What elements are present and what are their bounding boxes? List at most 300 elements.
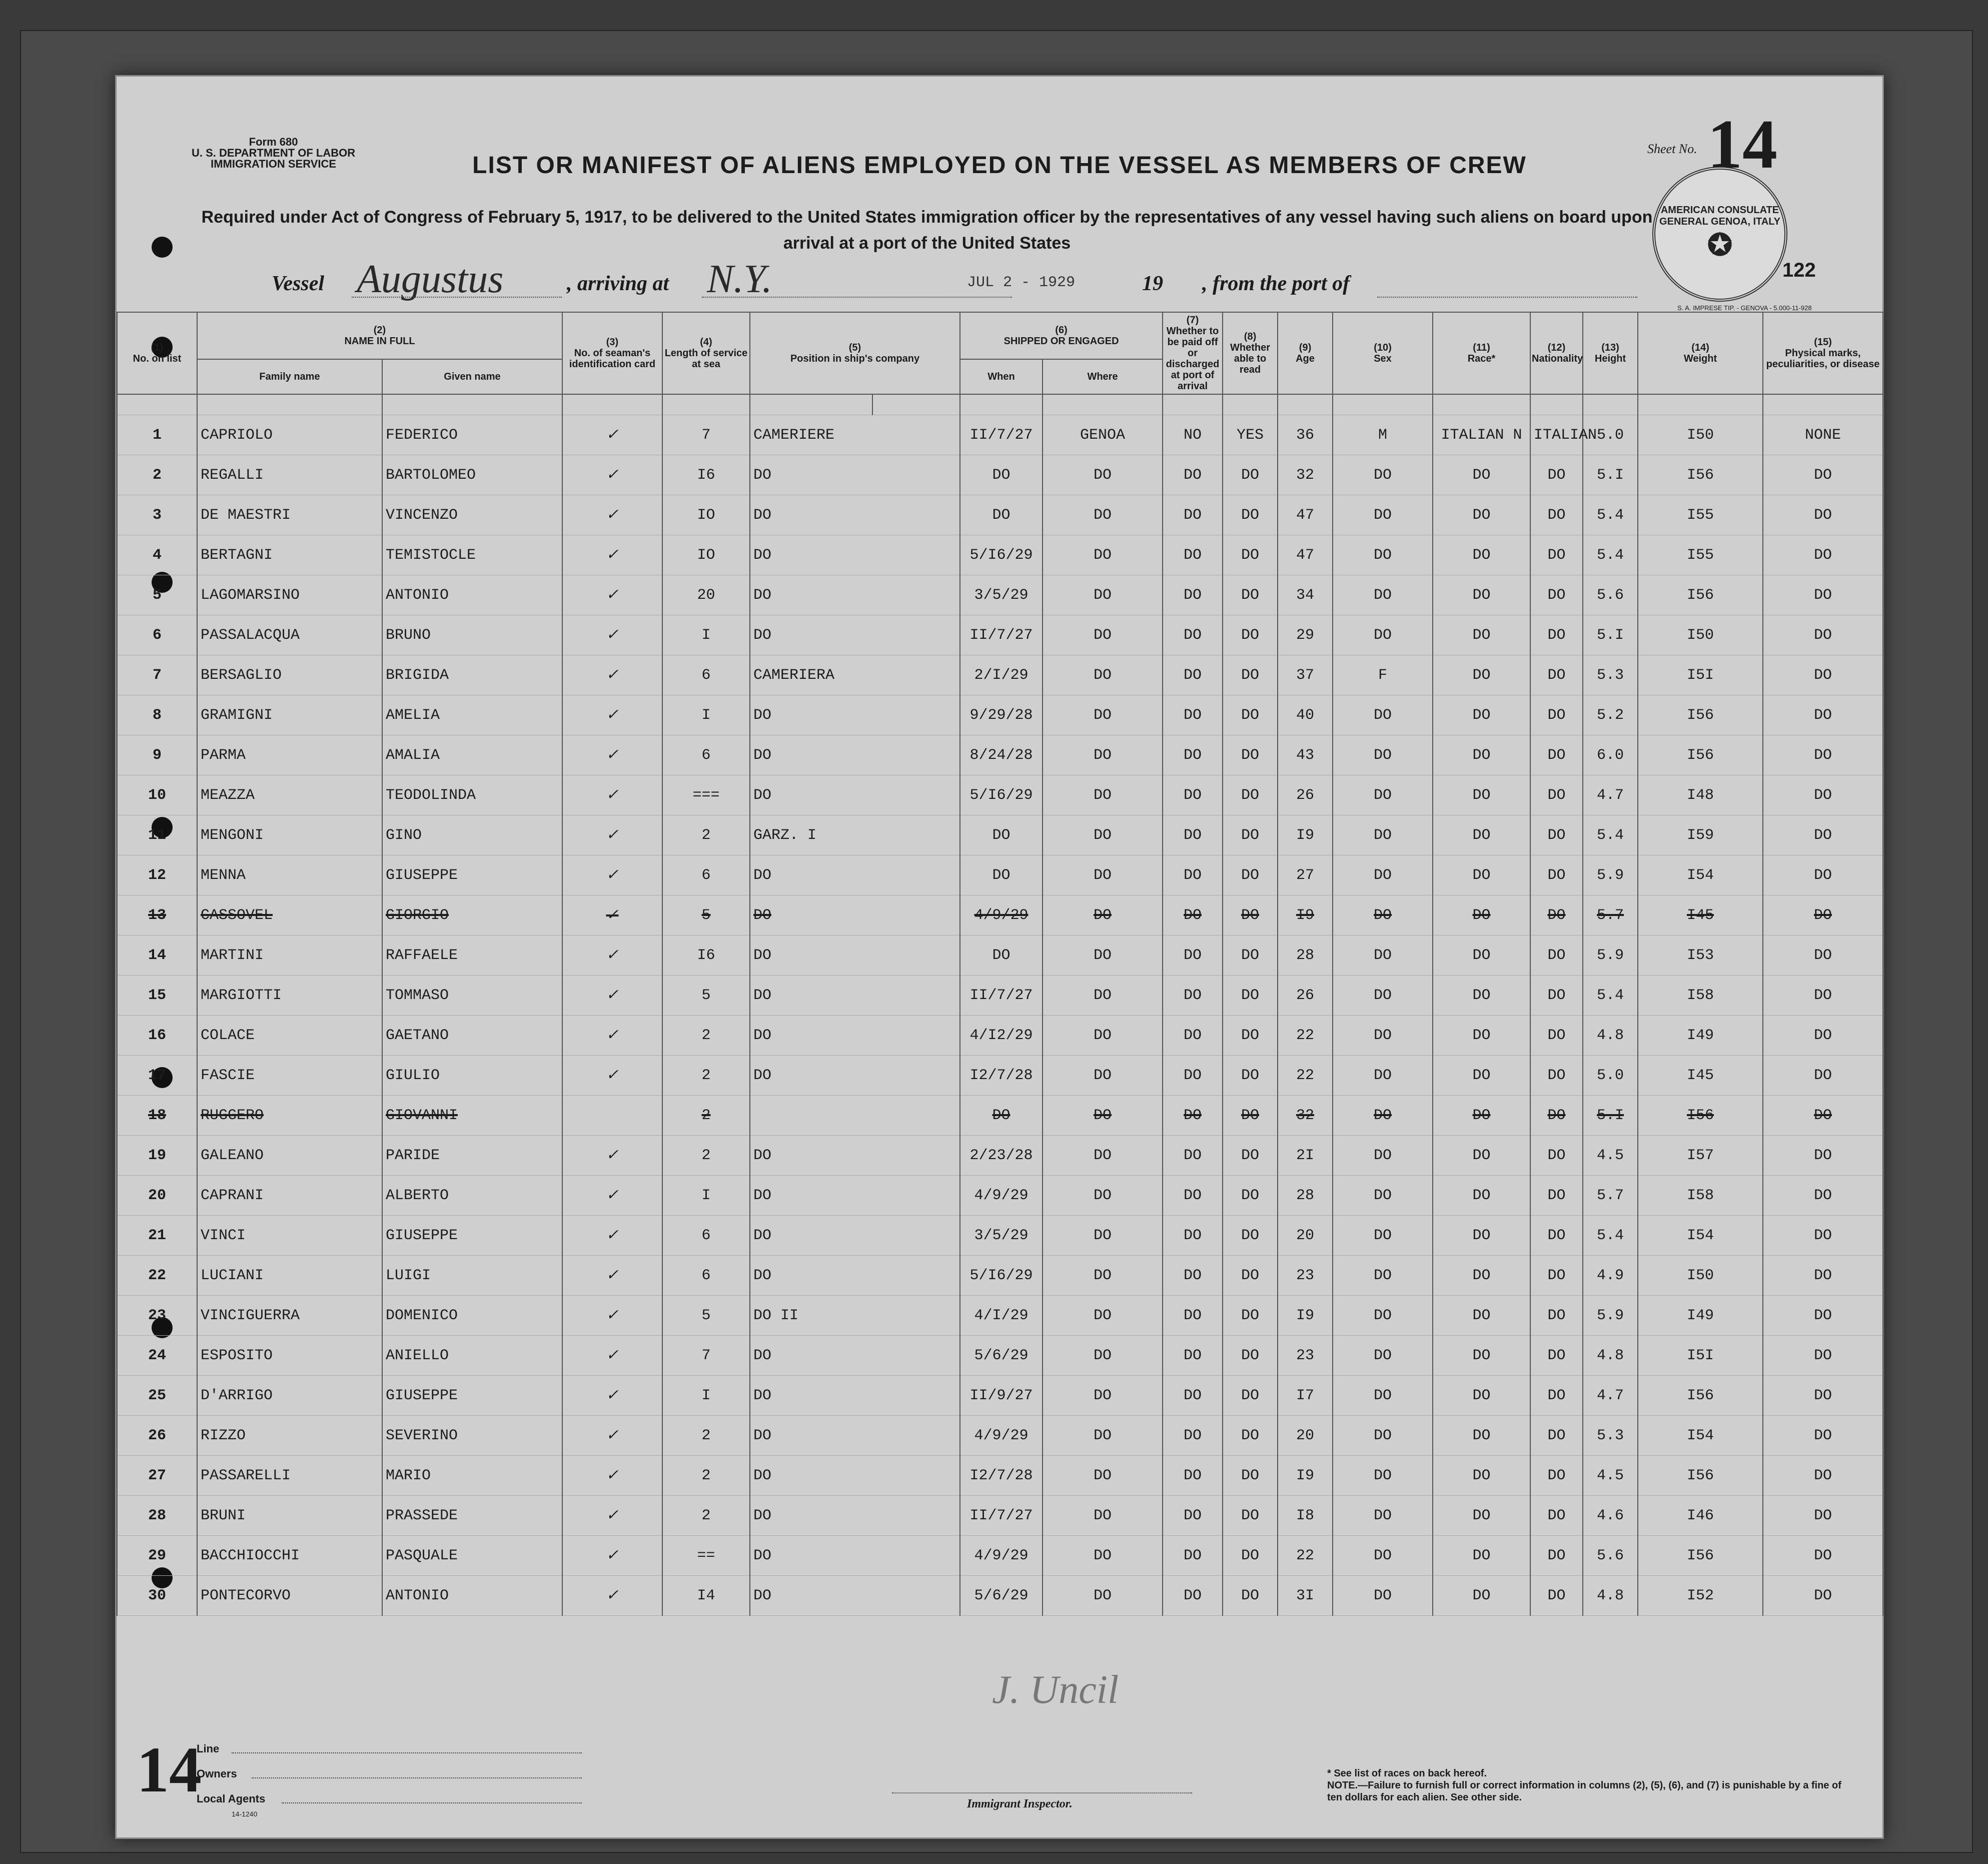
- able-to-read: DO: [1223, 1256, 1278, 1296]
- nationality: ITALIAN: [1530, 415, 1583, 455]
- race: DO: [1433, 895, 1530, 936]
- family-name: RIZZO: [197, 1416, 382, 1456]
- age: 36: [1278, 415, 1333, 455]
- able-to-read: DO: [1223, 615, 1278, 655]
- position: DO: [750, 775, 960, 815]
- id-card-check: ✓: [562, 1016, 662, 1056]
- able-to-read: DO: [1223, 1576, 1278, 1616]
- shipped-when: 2/I/29: [960, 655, 1043, 695]
- row-number: 7: [117, 655, 197, 695]
- age: 22: [1278, 1056, 1333, 1096]
- race: DO: [1433, 1136, 1530, 1176]
- able-to-read: DO: [1223, 655, 1278, 695]
- col-sex-header: (10) Sex: [1333, 312, 1433, 394]
- given-name: FEDERICO: [382, 415, 562, 455]
- shipped-when: 5/I6/29: [960, 535, 1043, 575]
- physical-marks: DO: [1763, 855, 1883, 895]
- crew-rows: [117, 394, 1883, 1616]
- race: ITALIAN N: [1433, 415, 1530, 455]
- length-of-service: 2: [662, 1096, 750, 1136]
- nationality: DO: [1530, 1536, 1583, 1576]
- sex: DO: [1333, 895, 1433, 936]
- race: DO: [1433, 1096, 1530, 1136]
- id-card-check: ✓: [562, 976, 662, 1016]
- height: 5.I: [1583, 615, 1638, 655]
- service-name: IMMIGRATION SERVICE: [211, 158, 337, 170]
- physical-marks: DO: [1763, 1456, 1883, 1496]
- given-name: PARIDE: [382, 1136, 562, 1176]
- id-card-check: ✓: [562, 1176, 662, 1216]
- row-number: 4: [117, 535, 197, 575]
- height: 5.6: [1583, 575, 1638, 615]
- given-name: GIOVANNI: [382, 1096, 562, 1136]
- paid-off: DO: [1163, 1296, 1223, 1336]
- manifest-table: [117, 312, 1883, 1616]
- family-name: GALEANO: [197, 1136, 382, 1176]
- col-age-header: (9) Age: [1278, 312, 1333, 394]
- id-card-check: ✓: [562, 1216, 662, 1256]
- nationality: DO: [1530, 655, 1583, 695]
- race: DO: [1433, 936, 1530, 976]
- form-number: Form 680: [249, 136, 298, 148]
- shipped-when: 4/9/29: [960, 895, 1043, 936]
- physical-marks: NONE: [1763, 415, 1883, 455]
- weight: I48: [1638, 775, 1763, 815]
- shipped-when: DO: [960, 455, 1043, 495]
- nationality: DO: [1530, 1576, 1583, 1616]
- shipped-where: DO: [1043, 695, 1163, 735]
- shipped-where: DO: [1043, 1016, 1163, 1056]
- row-number: 18: [117, 1096, 197, 1136]
- table-row: [117, 1296, 1883, 1336]
- race: DO: [1433, 1456, 1530, 1496]
- family-name: COLACE: [197, 1016, 382, 1056]
- physical-marks: DO: [1763, 815, 1883, 855]
- height: 5.4: [1583, 535, 1638, 575]
- sex: DO: [1333, 1136, 1433, 1176]
- length-of-service: IO: [662, 535, 750, 575]
- id-card-check: ✓: [562, 575, 662, 615]
- weight: I50: [1638, 1256, 1763, 1296]
- race: DO: [1433, 1576, 1530, 1616]
- seal-text: AMERICAN CONSULATE GENERAL GENOA, ITALY: [1659, 205, 1780, 227]
- sex: DO: [1333, 615, 1433, 655]
- form-code: 14-1240: [232, 1810, 258, 1818]
- given-name: GINO: [382, 815, 562, 855]
- height: 5.9: [1583, 855, 1638, 895]
- nationality: DO: [1530, 1056, 1583, 1096]
- row-number: 27: [117, 1456, 197, 1496]
- age: I9: [1278, 1456, 1333, 1496]
- id-card-check: ✓: [562, 855, 662, 895]
- paid-off: DO: [1163, 455, 1223, 495]
- position: DO: [750, 895, 960, 936]
- shipped-when: DO: [960, 495, 1043, 535]
- shipped-when: 4/9/29: [960, 1176, 1043, 1216]
- position: DO: [750, 855, 960, 895]
- sex: DO: [1333, 1176, 1433, 1216]
- given-name-header: Given name: [382, 359, 562, 394]
- physical-marks: DO: [1763, 1016, 1883, 1056]
- arriving-label: , arriving at: [567, 272, 669, 295]
- id-card-check: ✓: [562, 535, 662, 575]
- length-of-service: 2: [662, 1136, 750, 1176]
- table-row: [117, 655, 1883, 695]
- nationality: DO: [1530, 1296, 1583, 1336]
- age: 34: [1278, 575, 1333, 615]
- date-stamp: JUL 2 - 1929: [967, 274, 1076, 291]
- id-card-check: ✓: [562, 415, 662, 455]
- nationality: DO: [1530, 1256, 1583, 1296]
- nationality: DO: [1530, 1136, 1583, 1176]
- shipped-when: 2/23/28: [960, 1136, 1043, 1176]
- table-row: [117, 1216, 1883, 1256]
- nationality: DO: [1530, 1216, 1583, 1256]
- weight: I56: [1638, 735, 1763, 775]
- from-port-label: , from the port of: [1202, 272, 1350, 295]
- paid-off: DO: [1163, 815, 1223, 855]
- able-to-read: DO: [1223, 1416, 1278, 1456]
- owners-label: Owners: [197, 1767, 237, 1780]
- race: DO: [1433, 735, 1530, 775]
- weight: I56: [1638, 1456, 1763, 1496]
- physical-marks: DO: [1763, 1056, 1883, 1096]
- table-row: [117, 1376, 1883, 1416]
- sheet-number: 14: [1707, 106, 1777, 183]
- physical-marks: DO: [1763, 1576, 1883, 1616]
- col-weight-header: (14) Weight: [1638, 312, 1763, 394]
- race: DO: [1433, 1496, 1530, 1536]
- race: DO: [1433, 1536, 1530, 1576]
- position: DO II: [750, 1296, 960, 1336]
- length-of-service: 6: [662, 855, 750, 895]
- shipped-when: 4/I/29: [960, 1296, 1043, 1336]
- sex: DO: [1333, 1376, 1433, 1416]
- shipped-when: 4/9/29: [960, 1536, 1043, 1576]
- physical-marks: DO: [1763, 735, 1883, 775]
- penalty-note: NOTE.—Failure to furnish full or correct information in columns (2), (5), (6), and (7) is punishable by a fine of ten dollars for each alien. See other side.: [1327, 1780, 1841, 1803]
- age: 47: [1278, 495, 1333, 535]
- age: I9: [1278, 1296, 1333, 1336]
- length-of-service: 2: [662, 815, 750, 855]
- shipped-when: II/7/27: [960, 976, 1043, 1016]
- id-card-check: ✓: [562, 1336, 662, 1376]
- age: 32: [1278, 1096, 1333, 1136]
- race: DO: [1433, 855, 1530, 895]
- age: 20: [1278, 1416, 1333, 1456]
- id-card-check: ✓: [562, 1456, 662, 1496]
- row-number: 29: [117, 1536, 197, 1576]
- family-name: MENNA: [197, 855, 382, 895]
- position: DO: [750, 695, 960, 735]
- shipped-when: II/7/27: [960, 615, 1043, 655]
- length-of-service: I: [662, 1176, 750, 1216]
- able-to-read: DO: [1223, 1456, 1278, 1496]
- physical-marks: DO: [1763, 655, 1883, 695]
- footer-sheet-number: 14: [137, 1734, 202, 1806]
- id-card-check: ✓: [562, 1496, 662, 1536]
- row-number: 23: [117, 1296, 197, 1336]
- weight: I54: [1638, 1416, 1763, 1456]
- shipped-where: DO: [1043, 775, 1163, 815]
- able-to-read: DO: [1223, 936, 1278, 976]
- height: 4.9: [1583, 1256, 1638, 1296]
- able-to-read: DO: [1223, 775, 1278, 815]
- row-number: 24: [117, 1336, 197, 1376]
- table-row: [117, 936, 1883, 976]
- nationality: DO: [1530, 495, 1583, 535]
- sex: DO: [1333, 455, 1433, 495]
- physical-marks: DO: [1763, 535, 1883, 575]
- sex: DO: [1333, 1576, 1433, 1616]
- table-row: [117, 455, 1883, 495]
- family-name: PASSALACQUA: [197, 615, 382, 655]
- shipped-where: DO: [1043, 1136, 1163, 1176]
- id-card-check: ✓: [562, 495, 662, 535]
- given-name: ANTONIO: [382, 1576, 562, 1616]
- sex: DO: [1333, 535, 1433, 575]
- given-name: AMALIA: [382, 735, 562, 775]
- physical-marks: DO: [1763, 1256, 1883, 1296]
- sex: DO: [1333, 735, 1433, 775]
- paid-off: DO: [1163, 1416, 1223, 1456]
- length-of-service: 5: [662, 976, 750, 1016]
- table-row: [117, 775, 1883, 815]
- given-name: TEMISTOCLE: [382, 535, 562, 575]
- table-row: [117, 1056, 1883, 1096]
- height: 4.8: [1583, 1336, 1638, 1376]
- sex: DO: [1333, 815, 1433, 855]
- nationality: DO: [1530, 775, 1583, 815]
- position: DO: [750, 1256, 960, 1296]
- sex: DO: [1333, 936, 1433, 976]
- race: DO: [1433, 655, 1530, 695]
- age: 23: [1278, 1336, 1333, 1376]
- nationality: DO: [1530, 1416, 1583, 1456]
- weight: I58: [1638, 1176, 1763, 1216]
- height: 5.7: [1583, 895, 1638, 936]
- sex: DO: [1333, 1216, 1433, 1256]
- sex: DO: [1333, 855, 1433, 895]
- shipped-where: DO: [1043, 455, 1163, 495]
- paid-off: DO: [1163, 775, 1223, 815]
- id-card-check: ✓: [562, 1136, 662, 1176]
- able-to-read: DO: [1223, 695, 1278, 735]
- shipped-where: DO: [1043, 735, 1163, 775]
- height: 5.4: [1583, 815, 1638, 855]
- id-card-check: [562, 1096, 662, 1136]
- able-to-read: DO: [1223, 1096, 1278, 1136]
- able-to-read: YES: [1223, 415, 1278, 455]
- physical-marks: DO: [1763, 1536, 1883, 1576]
- age: 2I: [1278, 1136, 1333, 1176]
- family-name: LUCIANI: [197, 1256, 382, 1296]
- shipped-where: DO: [1043, 1576, 1163, 1616]
- position: DO: [750, 535, 960, 575]
- sex: DO: [1333, 495, 1433, 535]
- family-name: FASCIE: [197, 1056, 382, 1096]
- given-name: ANTONIO: [382, 575, 562, 615]
- row-number: 17: [117, 1056, 197, 1096]
- row-number: 13: [117, 895, 197, 936]
- race: DO: [1433, 775, 1530, 815]
- table-row: [117, 1496, 1883, 1536]
- row-number: 16: [117, 1016, 197, 1056]
- row-number: 25: [117, 1376, 197, 1416]
- paid-off: DO: [1163, 936, 1223, 976]
- given-name: AMELIA: [382, 695, 562, 735]
- sex: DO: [1333, 1016, 1433, 1056]
- race: DO: [1433, 976, 1530, 1016]
- length-of-service: 6: [662, 1216, 750, 1256]
- age: 28: [1278, 1176, 1333, 1216]
- paid-off: DO: [1163, 1536, 1223, 1576]
- position: DO: [750, 735, 960, 775]
- paid-off: DO: [1163, 855, 1223, 895]
- line-label: Line: [197, 1742, 220, 1755]
- sex: DO: [1333, 1336, 1433, 1376]
- family-name-header: Family name: [197, 359, 382, 394]
- height: 5.0: [1583, 1056, 1638, 1096]
- sex: DO: [1333, 1416, 1433, 1456]
- position: DO: [750, 976, 960, 1016]
- paid-off: DO: [1163, 1056, 1223, 1096]
- position: DO: [750, 1336, 960, 1376]
- given-name: MARIO: [382, 1456, 562, 1496]
- shipped-where: GENOA: [1043, 415, 1163, 455]
- id-card-check: ✓: [562, 695, 662, 735]
- race: DO: [1433, 495, 1530, 535]
- able-to-read: DO: [1223, 895, 1278, 936]
- physical-marks: DO: [1763, 1136, 1883, 1176]
- race-note: * See list of races on back hereof.: [1327, 1768, 1487, 1779]
- age: 23: [1278, 1256, 1333, 1296]
- able-to-read: DO: [1223, 1176, 1278, 1216]
- printer-line: S. A. IMPRESE TIP. - GENOVA - 5.000-11-928: [1677, 304, 1812, 312]
- family-name: CASSOVEL: [197, 895, 382, 936]
- able-to-read: DO: [1223, 1536, 1278, 1576]
- shipped-where: DO: [1043, 1536, 1163, 1576]
- given-name: BRUNO: [382, 615, 562, 655]
- id-card-check: ✓: [562, 735, 662, 775]
- row-number: 9: [117, 735, 197, 775]
- row-number: 21: [117, 1216, 197, 1256]
- vessel-label: Vessel: [272, 272, 324, 295]
- position: [750, 1096, 960, 1136]
- when-header: When: [960, 359, 1043, 394]
- table-row: [117, 1136, 1883, 1176]
- able-to-read: DO: [1223, 1496, 1278, 1536]
- family-name: GRAMIGNI: [197, 695, 382, 735]
- age: I9: [1278, 815, 1333, 855]
- weight: I50: [1638, 415, 1763, 455]
- age: 26: [1278, 775, 1333, 815]
- age: 40: [1278, 695, 1333, 735]
- shipped-when: I2/7/28: [960, 1056, 1043, 1096]
- able-to-read: DO: [1223, 1296, 1278, 1336]
- length-of-service: 2: [662, 1456, 750, 1496]
- weight: I45: [1638, 1056, 1763, 1096]
- shipped-when: II/7/27: [960, 1496, 1043, 1536]
- physical-marks: DO: [1763, 895, 1883, 936]
- row-number: 10: [117, 775, 197, 815]
- paid-off: NO: [1163, 415, 1223, 455]
- height: 5.I: [1583, 1096, 1638, 1136]
- manifest-page: [115, 75, 1884, 1839]
- age: 27: [1278, 855, 1333, 895]
- table-row: [117, 895, 1883, 936]
- sex: DO: [1333, 1256, 1433, 1296]
- id-card-check: ✓: [562, 1576, 662, 1616]
- sex: DO: [1333, 1096, 1433, 1136]
- nationality: DO: [1530, 1376, 1583, 1416]
- given-name: BARTOLOMEO: [382, 455, 562, 495]
- height: 5.3: [1583, 655, 1638, 695]
- shipped-when: 9/29/28: [960, 695, 1043, 735]
- shipped-where: DO: [1043, 655, 1163, 695]
- table-row: [117, 1256, 1883, 1296]
- sex: DO: [1333, 695, 1433, 735]
- id-card-check: ✓: [562, 895, 662, 936]
- shipped-when: 8/24/28: [960, 735, 1043, 775]
- physical-marks: DO: [1763, 495, 1883, 535]
- paid-off: DO: [1163, 535, 1223, 575]
- shipped-where: DO: [1043, 495, 1163, 535]
- length-of-service: ==: [662, 1536, 750, 1576]
- paid-off: DO: [1163, 1096, 1223, 1136]
- shipped-where: DO: [1043, 615, 1163, 655]
- height: 4.7: [1583, 775, 1638, 815]
- paid-off: DO: [1163, 976, 1223, 1016]
- nationality: DO: [1530, 895, 1583, 936]
- shipped-where: DO: [1043, 1056, 1163, 1096]
- height: 5.6: [1583, 1536, 1638, 1576]
- length-of-service: 6: [662, 655, 750, 695]
- shipped-when: 5/6/29: [960, 1576, 1043, 1616]
- able-to-read: DO: [1223, 535, 1278, 575]
- paid-off: DO: [1163, 1176, 1223, 1216]
- length-of-service: 2: [662, 1016, 750, 1056]
- nationality: DO: [1530, 735, 1583, 775]
- race: DO: [1433, 1056, 1530, 1096]
- id-card-check: ✓: [562, 775, 662, 815]
- table-row: [117, 1336, 1883, 1376]
- weight: I54: [1638, 855, 1763, 895]
- nationality: DO: [1530, 1456, 1583, 1496]
- nationality: DO: [1530, 1336, 1583, 1376]
- col-no-header: (1) No. on list: [117, 312, 197, 394]
- table-row: [117, 1416, 1883, 1456]
- position: DO: [750, 1056, 960, 1096]
- position: DO: [750, 1216, 960, 1256]
- able-to-read: DO: [1223, 495, 1278, 535]
- row-number: 26: [117, 1416, 197, 1456]
- page-title: LIST OR MANIFEST OF ALIENS EMPLOYED ON THE VESSEL AS MEMBERS OF CREW: [472, 152, 1527, 179]
- race: DO: [1433, 1256, 1530, 1296]
- nationality: DO: [1530, 455, 1583, 495]
- family-name: DE MAESTRI: [197, 495, 382, 535]
- able-to-read: DO: [1223, 976, 1278, 1016]
- col-card-header: (3) No. of seaman's identification card: [562, 312, 662, 394]
- paid-off: DO: [1163, 615, 1223, 655]
- arriving-port: N.Y.: [707, 257, 772, 301]
- family-name: PASSARELLI: [197, 1456, 382, 1496]
- length-of-service: 6: [662, 735, 750, 775]
- able-to-read: DO: [1223, 455, 1278, 495]
- row-number: 5: [117, 575, 197, 615]
- age: 22: [1278, 1536, 1333, 1576]
- weight: I52: [1638, 1576, 1763, 1616]
